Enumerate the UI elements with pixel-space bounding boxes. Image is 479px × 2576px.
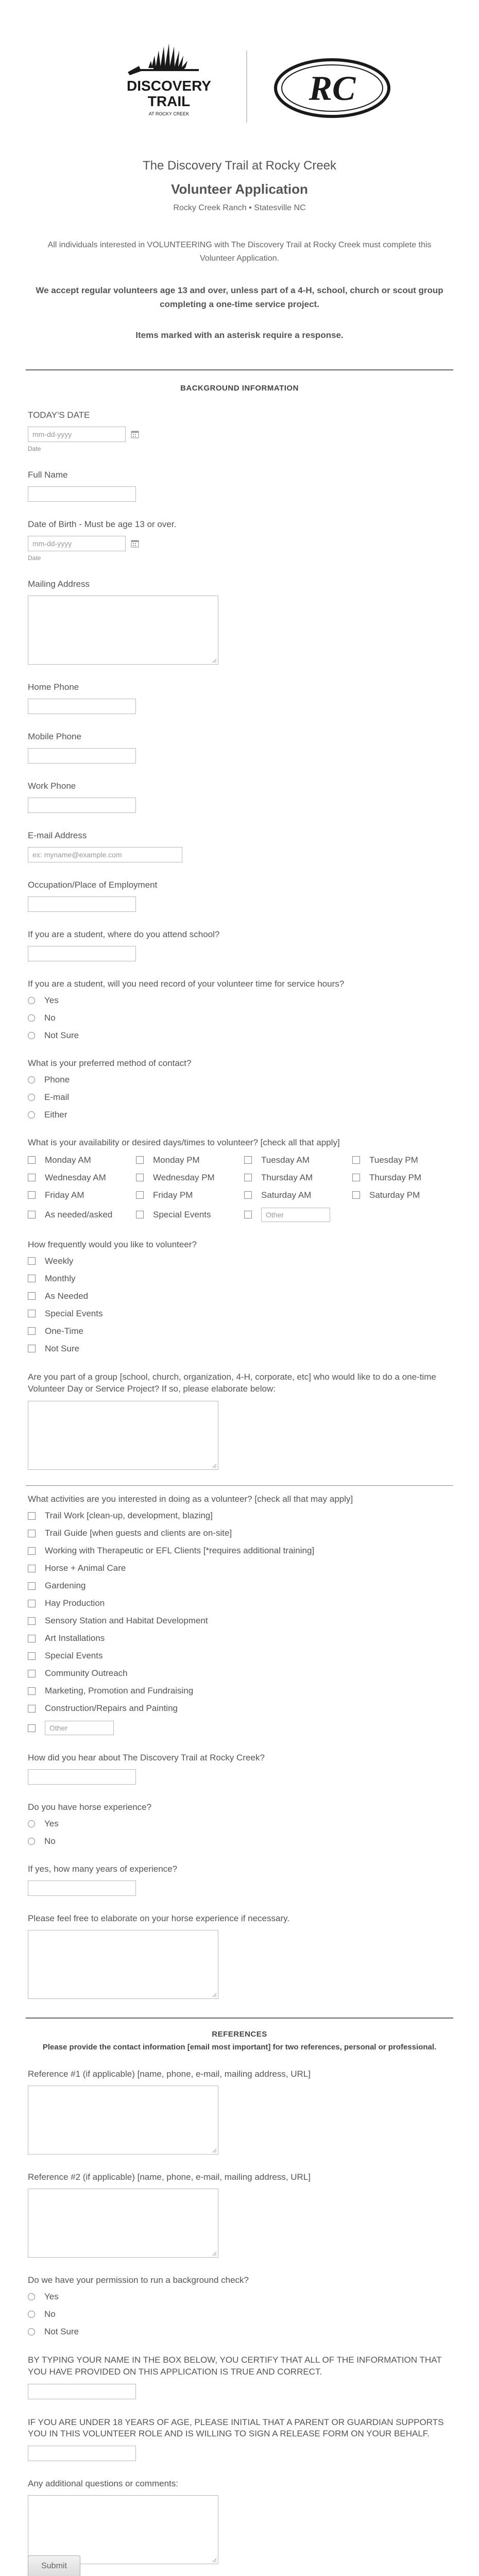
checkbox-label: Wednesday AM: [45, 1172, 106, 1182]
mailing-address-label: Mailing Address: [28, 579, 90, 589]
checkbox[interactable]: [136, 1211, 144, 1218]
checkbox-option[interactable]: [28, 1256, 479, 1266]
checkbox-label: Horse + Animal Care: [45, 1563, 126, 1573]
checkbox[interactable]: [28, 1292, 36, 1300]
radio-label: No: [44, 1836, 56, 1846]
home-phone-label: Home Phone: [28, 682, 79, 692]
heard-about-input[interactable]: [28, 1769, 136, 1785]
checkbox-label: Sensory Station and Habitat Development: [45, 1616, 208, 1626]
checkbox-label: Gardening: [45, 1581, 86, 1591]
discovery-trail-logo: [107, 41, 231, 124]
group-textarea[interactable]: [28, 1401, 218, 1470]
checkbox-label: Thursday AM: [261, 1172, 313, 1182]
radio-button[interactable]: [28, 1032, 35, 1039]
checkbox[interactable]: [28, 1565, 36, 1572]
checkbox[interactable]: [28, 1724, 36, 1732]
checkbox[interactable]: [28, 1705, 36, 1713]
radio-option[interactable]: [28, 1075, 479, 1085]
availability-other-input[interactable]: Other: [261, 1208, 330, 1222]
checkbox-option[interactable]: [352, 1173, 460, 1183]
checkbox-option-other[interactable]: [244, 1208, 352, 1222]
todays-date-input[interactable]: mm-dd-yyyy: [28, 427, 126, 442]
checkbox-label: Trail Work [clean-up, development, blazing]: [45, 1511, 213, 1521]
checkbox-option[interactable]: [28, 1563, 479, 1573]
checkbox[interactable]: [136, 1191, 144, 1199]
checkbox-label: As Needed: [45, 1291, 89, 1301]
checkbox[interactable]: [28, 1174, 36, 1181]
checkbox[interactable]: [28, 1257, 36, 1265]
dob-label: Date of Birth - Must be age 13 or over.: [28, 519, 177, 529]
checkbox-option[interactable]: [28, 1703, 479, 1714]
checkbox[interactable]: [28, 1652, 36, 1660]
checkbox-label: Marketing, Promotion and Fundraising: [45, 1686, 194, 1696]
page-title: Volunteer Application: [171, 181, 308, 197]
radio-label: Either: [44, 1109, 67, 1120]
checkbox[interactable]: [244, 1191, 252, 1199]
checkbox-label: Saturday PM: [369, 1190, 420, 1200]
certify-label: BY TYPING YOUR NAME IN THE BOX BELOW, YOU CERTIFY THAT ALL OF THE INFORMATION THAT YOU HAVE PROVIDED ON THIS APPLICATION IS TRUE AND CORRECT.: [28, 2355, 442, 2377]
radio-button[interactable]: [28, 1111, 35, 1118]
under18-initial-input[interactable]: [28, 2446, 136, 2461]
dob-input[interactable]: mm-dd-yyyy: [28, 536, 126, 551]
checkbox-option[interactable]: [28, 1274, 479, 1284]
heard-about-label: How did you hear about The Discovery Trail at Rocky Creek?: [28, 1753, 265, 1763]
checkbox-label: Special Events: [153, 1209, 211, 1219]
radio-label: Yes: [44, 2292, 59, 2302]
checkbox[interactable]: [28, 1345, 36, 1352]
rc-logo-text: RC: [309, 69, 356, 108]
horse-experience-options: [28, 1819, 479, 1846]
reference2-textarea[interactable]: [28, 2189, 218, 2258]
checkbox-option[interactable]: [352, 1155, 460, 1165]
checkbox-label: Weekly: [45, 1256, 74, 1266]
checkbox-label: Monthly: [45, 1273, 76, 1283]
checkbox[interactable]: [28, 1600, 36, 1607]
checkbox[interactable]: [28, 1582, 36, 1590]
background-check-label: Do we have your permission to run a background check?: [28, 2275, 249, 2285]
checkbox-label: Working with Therapeutic or EFL Clients [*requires additional training]: [45, 1546, 315, 1556]
mailing-address-textarea[interactable]: [28, 596, 218, 665]
checkbox-label: Wednesday PM: [153, 1172, 215, 1182]
checkbox-option[interactable]: [244, 1155, 352, 1165]
activities-options: [28, 1511, 479, 1735]
checkbox-option[interactable]: [28, 1528, 479, 1538]
radio-label: No: [44, 2309, 56, 2319]
email-label: E-mail Address: [28, 830, 87, 840]
radio-button[interactable]: [28, 2311, 35, 2318]
horse-elaborate-textarea[interactable]: [28, 1930, 218, 1999]
checkbox-option[interactable]: [28, 1155, 136, 1165]
checkbox[interactable]: [136, 1174, 144, 1181]
radio-option[interactable]: [28, 1030, 479, 1041]
checkbox-label: Monday AM: [45, 1155, 91, 1165]
checkbox-label: Tuesday AM: [261, 1155, 310, 1165]
horse-experience-label: Do you have horse experience?: [28, 1802, 152, 1812]
checkbox[interactable]: [28, 1275, 36, 1282]
logo-left-line2: TRAIL: [147, 93, 191, 109]
contact-method-label: What is your preferred method of contact?: [28, 1058, 192, 1068]
checkbox-option[interactable]: [136, 1155, 244, 1165]
reference1-textarea[interactable]: [28, 2086, 218, 2155]
radio-option[interactable]: [28, 2292, 479, 2302]
availability-label: What is your availability or desired days/times to volunteer? [check all that apply]: [28, 1137, 340, 1147]
checkbox-option[interactable]: [28, 1598, 479, 1608]
logo-left-sub: AT ROCKY CREEK: [148, 111, 190, 116]
contact-method-options: [28, 1075, 479, 1120]
horse-elaborate-label: Please feel free to elaborate on your horse experience if necessary.: [28, 1913, 290, 1924]
radio-option[interactable]: [28, 1836, 479, 1846]
radio-option[interactable]: [28, 2327, 479, 2337]
radio-label: No: [44, 1012, 56, 1023]
rc-logo: [273, 58, 391, 118]
checkbox-option[interactable]: [352, 1190, 460, 1200]
resize-grip-icon[interactable]: [212, 2251, 217, 2256]
checkbox-option[interactable]: [28, 1291, 479, 1301]
home-phone-input[interactable]: [28, 699, 136, 714]
radio-option[interactable]: [28, 1110, 479, 1120]
resize-grip-icon[interactable]: [212, 1463, 217, 1468]
checkbox-label: Special Events: [45, 1308, 103, 1318]
calendar-icon[interactable]: [131, 539, 139, 548]
todays-date-label: TODAY'S DATE: [28, 410, 90, 420]
checkbox-option[interactable]: [28, 1309, 479, 1319]
logo-left-line1: DISCOVERY: [127, 78, 211, 94]
checkbox[interactable]: [28, 1635, 36, 1642]
intro-text: All individuals interested in VOLUNTEERING with The Discovery Trail at Rocky Creek must complete this Volunteer Application.: [47, 241, 432, 263]
activities-other-input[interactable]: Other: [45, 1721, 114, 1735]
checkbox-option[interactable]: [136, 1173, 244, 1183]
todays-date-hint: Date: [28, 445, 41, 452]
checkbox-option[interactable]: [244, 1173, 352, 1183]
checkbox[interactable]: [28, 1687, 36, 1695]
checkbox[interactable]: [28, 1211, 36, 1218]
radio-button[interactable]: [28, 997, 35, 1004]
checkbox-option[interactable]: [28, 1616, 479, 1626]
checkbox-option[interactable]: [28, 1546, 479, 1556]
checkbox[interactable]: [136, 1156, 144, 1164]
occupation-label: Occupation/Place of Employment: [28, 879, 158, 890]
checkbox[interactable]: [28, 1530, 36, 1537]
checkbox[interactable]: [28, 1670, 36, 1677]
checkbox-label: Tuesday PM: [369, 1155, 418, 1165]
checkbox[interactable]: [352, 1156, 360, 1164]
checkbox[interactable]: [28, 1310, 36, 1317]
resize-grip-icon[interactable]: [212, 2148, 217, 2153]
service-record-options: [28, 995, 479, 1041]
frequency-label: How frequently would you like to volunteer?: [28, 1239, 197, 1249]
resize-grip-icon[interactable]: [212, 1992, 217, 1997]
checkbox-label: One-Time: [45, 1326, 83, 1336]
radio-label: Not Sure: [44, 1030, 79, 1040]
section-divider: [26, 369, 453, 370]
checkbox-label: Trail Guide [when guests and clients are on-site]: [45, 1528, 232, 1538]
checkbox[interactable]: [244, 1156, 252, 1164]
checkbox[interactable]: [244, 1211, 252, 1218]
checkbox-option[interactable]: [28, 1190, 136, 1200]
checkbox-label: Hay Production: [45, 1598, 105, 1608]
checkbox[interactable]: [28, 1191, 36, 1199]
group-label: Are you part of a group [school, church, organization, 4-H, corporate, etc] who would like to do a one-time Volunteer Day or Service Project? If so, please elaborate below:: [28, 1371, 436, 1394]
checkbox-label: Saturday AM: [261, 1190, 312, 1200]
section-divider: [26, 1485, 453, 1486]
radio-button[interactable]: [28, 2293, 35, 2300]
checkbox[interactable]: [352, 1191, 360, 1199]
questions-label: Any additional questions or comments:: [28, 2478, 178, 2488]
checkbox-option[interactable]: [28, 1651, 479, 1661]
checkbox-label: Not Sure: [45, 1343, 80, 1353]
section-heading-background: BACKGROUND INFORMATION: [180, 383, 299, 393]
checkbox-label: Friday PM: [153, 1190, 193, 1200]
checkbox-option[interactable]: [28, 1173, 136, 1183]
references-note: Please provide the contact information [email most important] for two references, personal or professional.: [42, 2043, 437, 2052]
radio-button[interactable]: [28, 1014, 35, 1022]
submit-button[interactable]: Submit: [28, 2555, 80, 2576]
checkbox-option[interactable]: [136, 1190, 244, 1200]
checkbox[interactable]: [28, 1327, 36, 1335]
service-record-label: If you are a student, will you need record of your volunteer time for service hours?: [28, 978, 345, 989]
radio-option[interactable]: [28, 2309, 479, 2319]
radio-option[interactable]: [28, 1013, 479, 1023]
radio-label: Phone: [44, 1074, 70, 1084]
resize-grip-icon[interactable]: [212, 2557, 217, 2563]
checkbox[interactable]: [28, 1617, 36, 1625]
section-divider: [26, 2018, 453, 2019]
radio-button[interactable]: [28, 2328, 35, 2335]
full-name-input[interactable]: [28, 486, 136, 502]
radio-button[interactable]: [28, 1820, 35, 1827]
logo-separator: [246, 50, 247, 123]
full-name-label: Full Name: [28, 469, 68, 480]
checkbox-option[interactable]: [28, 1686, 479, 1696]
questions-textarea[interactable]: [28, 2495, 218, 2564]
resize-grip-icon[interactable]: [212, 658, 217, 663]
radio-button[interactable]: [28, 1076, 35, 1083]
checkbox[interactable]: [352, 1174, 360, 1181]
mobile-phone-input[interactable]: [28, 748, 136, 764]
radio-label: Yes: [44, 995, 59, 1005]
checkbox-label: Friday AM: [45, 1190, 84, 1200]
checkbox-option[interactable]: [28, 1326, 479, 1336]
occupation-input[interactable]: [28, 896, 136, 912]
work-phone-input[interactable]: [28, 798, 136, 813]
work-phone-label: Work Phone: [28, 781, 76, 791]
page-subtitle: Rocky Creek Ranch • Statesville NC: [173, 204, 306, 212]
section-heading-references: REFERENCES: [212, 2030, 267, 2039]
checkbox-option[interactable]: [28, 1344, 479, 1354]
mobile-phone-label: Mobile Phone: [28, 731, 81, 741]
checkbox-label: Construction/Repairs and Painting: [45, 1703, 178, 1714]
checkbox-label: As needed/asked: [45, 1209, 113, 1219]
reference2-label: Reference #2 (if applicable) [name, phone, e-mail, mailing address, URL]: [28, 2172, 311, 2182]
checkbox-option[interactable]: [136, 1208, 244, 1222]
certify-name-input[interactable]: [28, 2384, 136, 2399]
school-input[interactable]: [28, 946, 136, 961]
checkbox-option[interactable]: [28, 1581, 479, 1591]
school-label: If you are a student, where do you attend school?: [28, 929, 220, 939]
radio-option[interactable]: [28, 995, 479, 1006]
checkbox-option-other[interactable]: [28, 1721, 479, 1735]
age-policy-text: We accept regular volunteers age 13 and over, unless part of a 4-H, school, church or scout group completing a one-time service project.: [36, 285, 443, 310]
checkbox-label: Special Events: [45, 1651, 103, 1661]
checkbox-label: Thursday PM: [369, 1172, 422, 1182]
radio-label: Yes: [44, 1819, 59, 1829]
radio-label: Not Sure: [44, 2327, 79, 2337]
reference1-label: Reference #1 (if applicable) [name, phone, e-mail, mailing address, URL]: [28, 2069, 311, 2079]
checkbox-option[interactable]: [28, 1208, 136, 1222]
checkbox[interactable]: [28, 1512, 36, 1520]
checkbox-label: Art Installations: [45, 1633, 105, 1643]
calendar-icon[interactable]: [131, 430, 139, 438]
dob-hint: Date: [28, 554, 41, 562]
checkbox-option[interactable]: [28, 1511, 479, 1521]
logo-header: [0, 0, 479, 134]
checkbox[interactable]: [28, 1547, 36, 1555]
radio-button[interactable]: [28, 1838, 35, 1845]
radio-option[interactable]: [28, 1819, 479, 1829]
checkbox-option[interactable]: [244, 1190, 352, 1200]
years-experience-label: If yes, how many years of experience?: [28, 1864, 178, 1874]
frequency-options: [28, 1256, 479, 1354]
under18-label: IF YOU ARE UNDER 18 YEARS OF AGE, PLEASE INITIAL THAT A PARENT OR GUARDIAN SUPPORTS YOU IN THIS VOLUNTEER ROLE AND IS WILLING TO SIGN A RELEASE FORM ON YOUR BEHALF.: [28, 2417, 444, 2438]
checkbox[interactable]: [244, 1174, 252, 1181]
checkbox[interactable]: [28, 1156, 36, 1164]
background-check-options: [28, 2292, 479, 2337]
radio-button[interactable]: [28, 1094, 35, 1101]
availability-options: [28, 1155, 479, 1222]
required-note: Items marked with an asterisk require a response.: [135, 330, 344, 340]
checkbox-label: Monday PM: [153, 1155, 200, 1165]
years-experience-input[interactable]: [28, 1880, 136, 1896]
email-input[interactable]: ex: myname@example.com: [28, 847, 182, 862]
checkbox-label: Community Outreach: [45, 1668, 128, 1679]
radio-label: E-mail: [44, 1092, 70, 1102]
checkbox-option[interactable]: [28, 1668, 479, 1679]
radio-option[interactable]: [28, 1092, 479, 1103]
checkbox-option[interactable]: [28, 1633, 479, 1643]
activities-label: What activities are you interested in doing as a volunteer? [check all that may apply]: [28, 1494, 353, 1504]
site-name: The Discovery Trail at Rocky Creek: [142, 159, 337, 173]
